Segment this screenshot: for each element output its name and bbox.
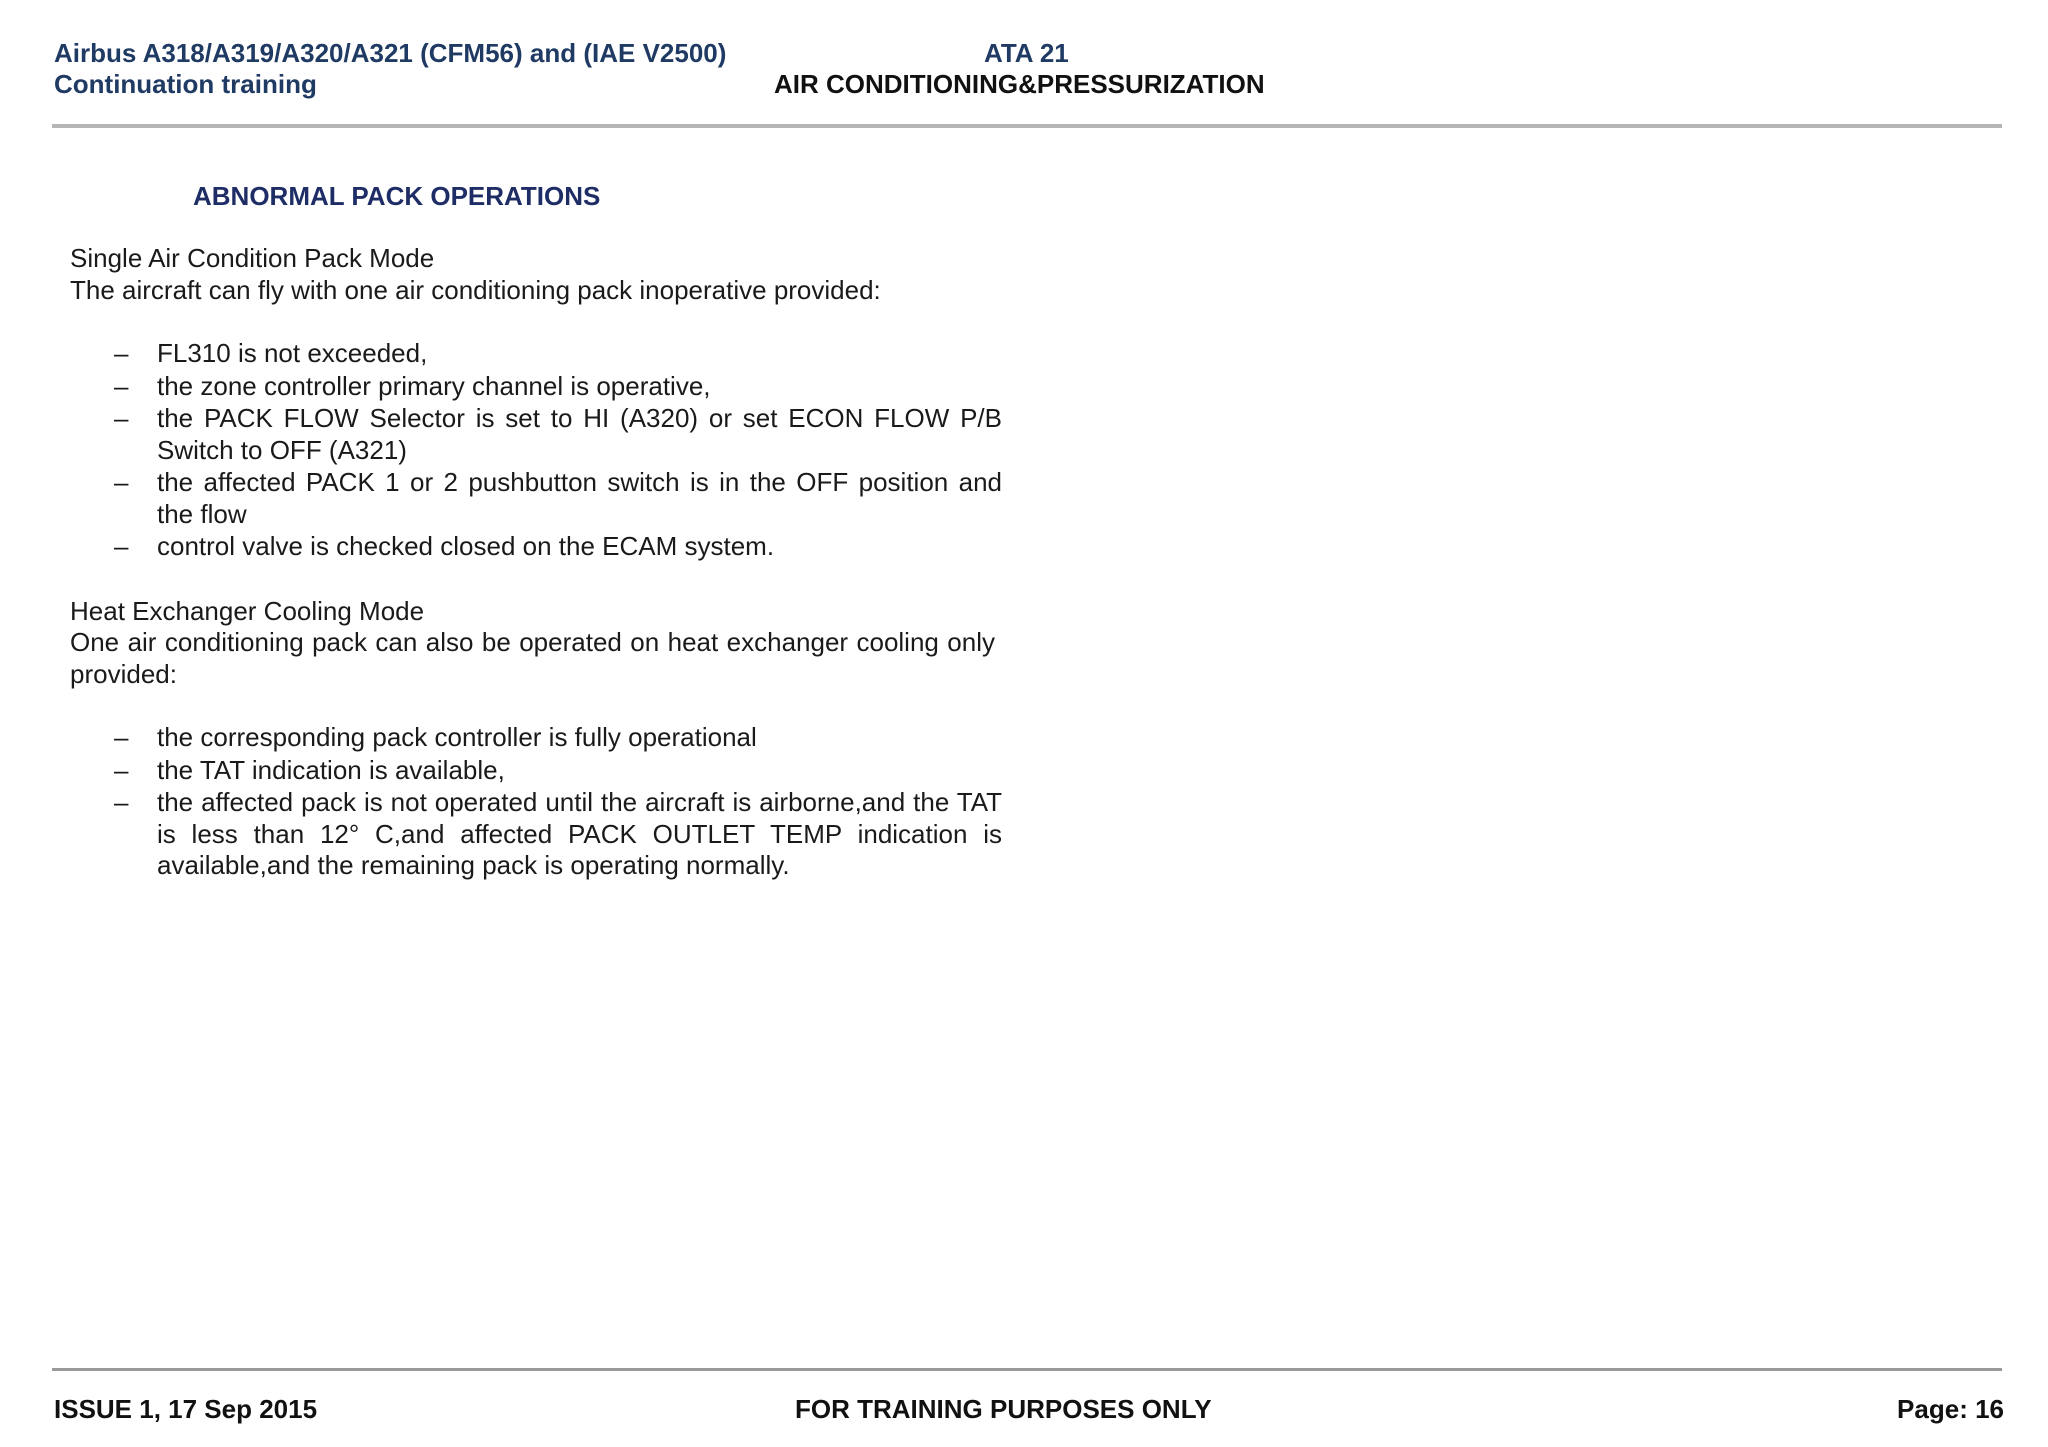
issue-date: ISSUE 1, 17 Sep 2015: [54, 1394, 318, 1424]
section-title: ABNORMAL PACK OPERATIONS: [193, 181, 601, 211]
ata-chapter-number: ATA 21: [984, 38, 1069, 68]
training-notice: FOR TRAINING PURPOSES ONLY: [795, 1394, 1212, 1424]
single-pack-conditions-list: [70, 338, 1002, 563]
dash-bullet: –: [114, 531, 129, 561]
ata-chapter-title: AIR CONDITIONING&PRESSURIZATION: [774, 69, 1265, 99]
page-number: Page: 16: [1897, 1394, 2004, 1424]
single-pack-heading: Single Air Condition Pack Mode: [70, 243, 435, 273]
dash-bullet: –: [114, 754, 129, 785]
list-item: – control valve is checked closed on the ECAM system.: [114, 531, 775, 561]
dash-bullet: –: [114, 338, 129, 368]
manual-subtitle: Continuation training: [54, 69, 317, 99]
list-item: – the PACK FLOW Selector is set to HI (A320) or set ECON FLOW P/B Switch to OFF (A321): [114, 403, 1002, 465]
main-content: [70, 243, 1002, 883]
dash-bullet: –: [114, 467, 129, 497]
list-item: – the zone controller primary channel is operative,: [114, 370, 711, 401]
list-item: – FL310 is not exceeded,: [114, 338, 428, 368]
list-item: – the corresponding pack controller is fully operational: [114, 722, 757, 752]
heat-exchanger-intro: One air conditioning pack can also be operated on heat exchanger cooling only provided:: [70, 627, 995, 689]
footer-divider: [52, 1368, 2002, 1371]
list-item: – the TAT indication is available,: [114, 754, 505, 785]
heat-exchanger-conditions-list: [70, 722, 1002, 882]
dash-bullet: –: [114, 787, 129, 817]
document-header: [54, 38, 726, 100]
heat-exchanger-heading: Heat Exchanger Cooling Mode: [70, 595, 425, 626]
manual-title: Airbus A318/A319/A320/A321 (CFM56) and (IAE V2500): [54, 38, 727, 68]
dash-bullet: –: [114, 403, 129, 433]
list-item: – the affected pack is not operated until the aircraft is airborne,and the TAT is less than 12° C,and affected PACK OUTLET TEMP indication is available,and the remaining pack is operating normally.: [114, 787, 1002, 880]
single-pack-intro: The aircraft can fly with one air conditioning pack inoperative provided:: [70, 274, 881, 305]
header-divider: [52, 124, 2002, 128]
dash-bullet: –: [114, 722, 129, 752]
dash-bullet: –: [114, 370, 129, 401]
list-item: – the affected PACK 1 or 2 pushbutton switch is in the OFF position and the flow: [114, 467, 1002, 529]
